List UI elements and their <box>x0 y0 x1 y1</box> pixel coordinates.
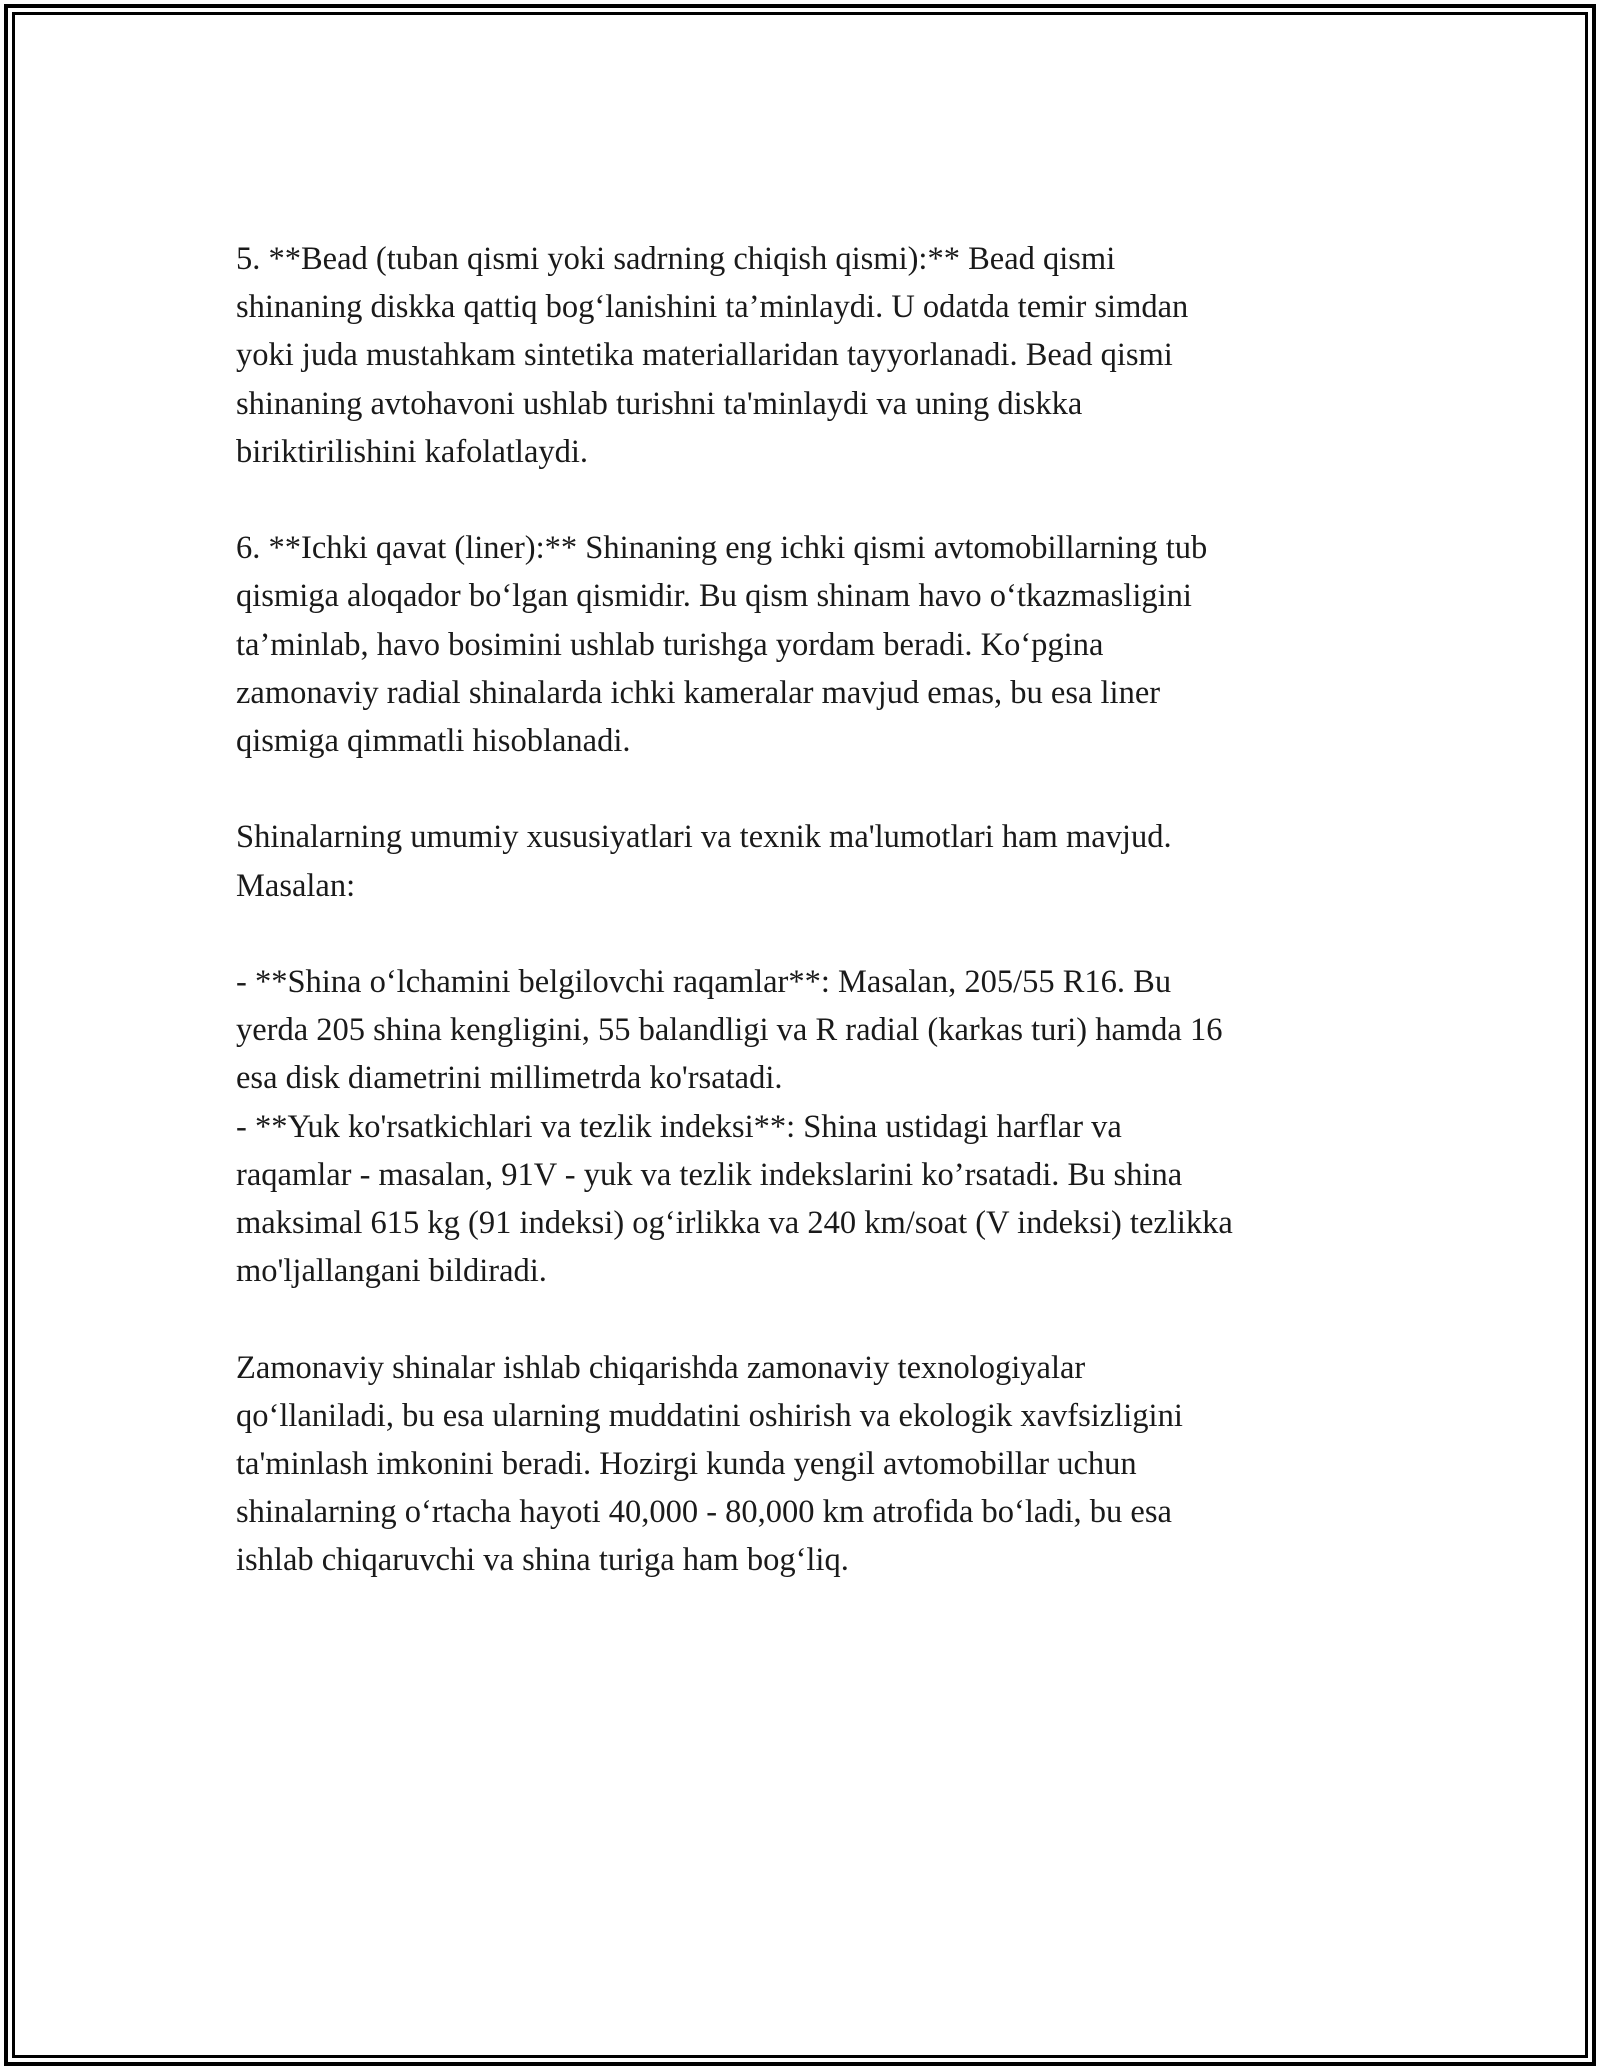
paragraph-modern-tires: Zamonaviy shinalar ishlab chiqarishda zamonaviy texnologiyalar qo‘llaniladi, bu esa ularning muddatini oshirish va ekologik xavfsizligini ta'minlash imkonini beradi. Hozirgi kunda yengil avtomobillar uchun shinalarning o‘rtacha hayoti 40,000 - 80,000 km atrofida bo‘ladi, bu esa ishlab chiqaruvchi va shina turiga ham bog‘liq. <box>236 1349 1183 1579</box>
paragraph-liner: 6. **Ichki qavat (liner):** Shinaning eng ichki qismi avtomobillarning tub qismiga aloqador bo‘lgan qismidir. Bu qism shinam havo o‘tkazmasligini ta’minlab, havo bosimini ushlab turishga yordam beradi. Ko‘pgina zamonaviy radial shinalarda ichki kameralar mavjud emas, bu esa liner qismiga qimmatli hisoblanadi. <box>236 530 1208 760</box>
paragraph-bead: 5. **Bead (tuban qismi yoki sadrning chiqish qismi):** Bead qismi shinaning diskka qattiq bog‘lanishini ta’minlaydi. U odatda temir simdan yoki juda mustahkam sintetika materiallaridan tayyorlanadi. Bead qismi shinaning avtohavoni ushlab turishni ta'minlaydi va uning diskka biriktirilishini kafolatlaydi. <box>236 241 1189 470</box>
list-item-size-numbers: - **Shina o‘lchamini belgilovchi raqamlar**: Masalan, 205/55 R16. Bu yerda 205 shina kengligini, 55 balandligi va R radial (karkas turi) hamda 16 esa disk diametrini millimetrda ko'rsatadi. <box>236 964 1223 1097</box>
list-item-load-speed-index: - **Yuk ko'rsatkichlari va tezlik indeksi**: Shina ustidagi harflar va raqamlar - masalan, 91V - yuk va tezlik indekslarini ko’rsatadi. Bu shina maksimal 615 kg (91 indeksi) og‘irlikka va 240 km/soat (V indeksi) tezlikka mo'ljallangani bildiradi. <box>236 1108 1233 1290</box>
paragraph-general-intro: Shinalarning umumiy xususiyatlari va texnik ma'lumotlari ham mavjud. Masalan: <box>236 819 1172 904</box>
document-body <box>236 235 1376 1633</box>
